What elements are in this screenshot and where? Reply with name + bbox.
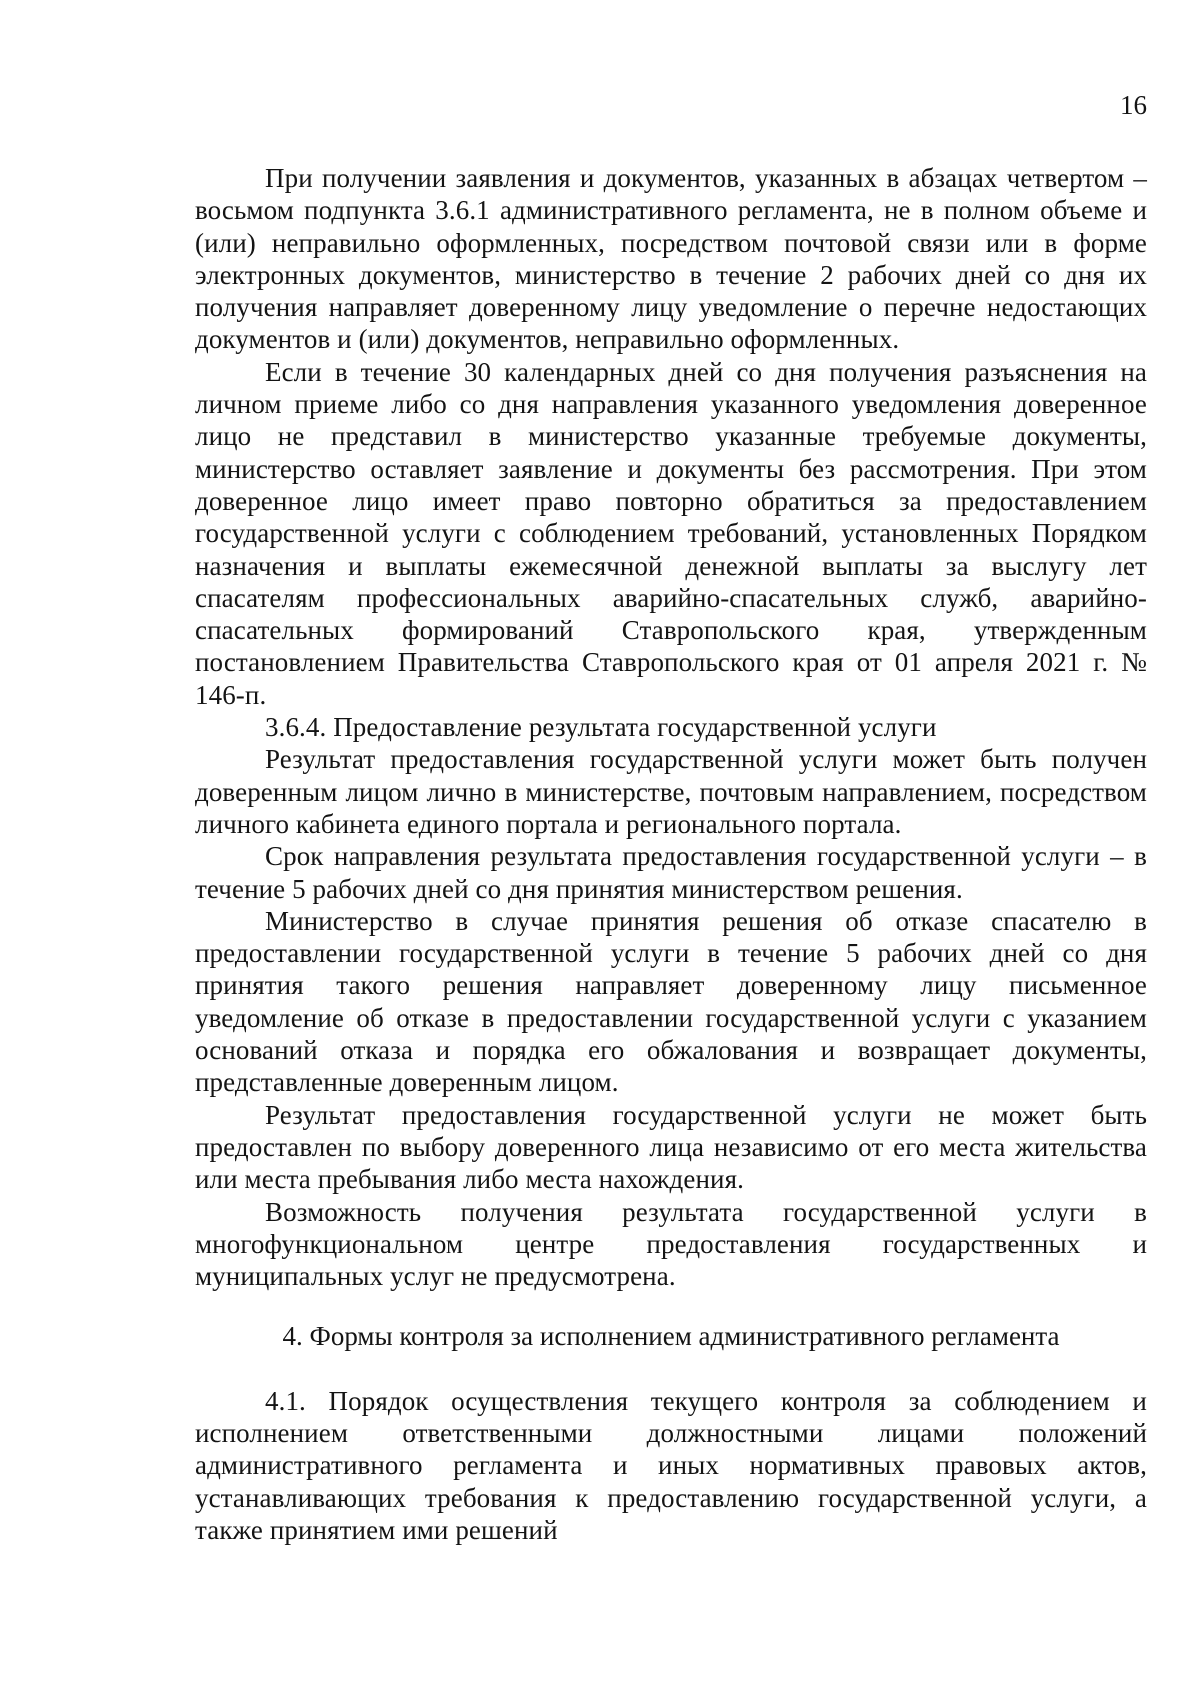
section-4-heading: 4. Формы контроля за исполнением административного регламента [282, 1321, 1060, 1352]
paragraph-4-1: 4.1. Порядок осуществления текущего контроля за соблюдением и исполнением ответственными должностными лицами положений административного регламента и иных нормативных правовых актов, устанавливающих требования к предоставлению государственной услуги, а также принятием ими решений [195, 1385, 1147, 1545]
paragraph-incomplete-documents: При получении заявления и документов, указанных в абзацах четвертом – восьмом подпункта 3.6.1 административного регламента, не в полном объеме и (или) неправильно оформленных, посредством почтовой связи или в форме электронных документов, министерство в течение 2 рабочих дней со дня их получения направляет доверенному лицу уведомление о перечне недостающих документов и (или) документов, неправильно оформленных. [195, 163, 1147, 355]
subsection-3-6-4-heading: 3.6.4. Предоставление результата государственной услуги [265, 712, 937, 743]
page-number: 16 [1120, 90, 1147, 120]
paragraph-no-response-30-days: Если в течение 30 календарных дней со дня получения разъяснения на личном приеме либо со дня направления указанного уведомления доверенное лицо не представил в министерство указанные требуемые документы, министерство оставляет заявление и документы без рассмотрения. При этом доверенное лицо имеет право повторно обратиться за предоставлением государственной услуги с соблюдением требований, установленных Порядком назначения и выплаты ежемесячной денежной выплаты за выслугу лет спасателям профессиональных аварийно-спасательных служб, аварийно-спасательных формирований Ставропольского края, утвержденным постановлением Правительства Ставропольского края от 01 апреля 2021 г. № 146-п. [195, 356, 1147, 710]
document-body [195, 162, 1147, 1546]
paragraph-extraterritorial: Результат предоставления государственной услуги не может быть предоставлен по выбору доверенного лица независимо от его места жительства или места пребывания либо места нахождения. [195, 1099, 1147, 1195]
paragraph-result-delivery: Результат предоставления государственной услуги может быть получен доверенным лицом лично в министерстве, почтовым направлением, посредством личного кабинета единого портала и регионального портала. [195, 744, 1147, 839]
paragraph-result-deadline: Срок направления результата предоставления государственной услуги – в течение 5 рабочих дней со дня принятия министерством решения. [195, 841, 1147, 904]
paragraph-mfc: Возможность получения результата государственной услуги в многофункциональном центре предоставления государственных и муниципальных услуг не предусмотрена. [195, 1196, 1147, 1292]
paragraph-refusal-notice: Министерство в случае принятия решения об отказе спасателю в предоставлении государственной услуги в течение 5 рабочих дней со дня принятия такого решения направляет доверенному лицу письменное уведомление об отказе в предоставлении государственной услуги с указанием оснований отказа и порядка его обжалования и возвращает документы, представленные доверенным лицом. [195, 905, 1147, 1098]
